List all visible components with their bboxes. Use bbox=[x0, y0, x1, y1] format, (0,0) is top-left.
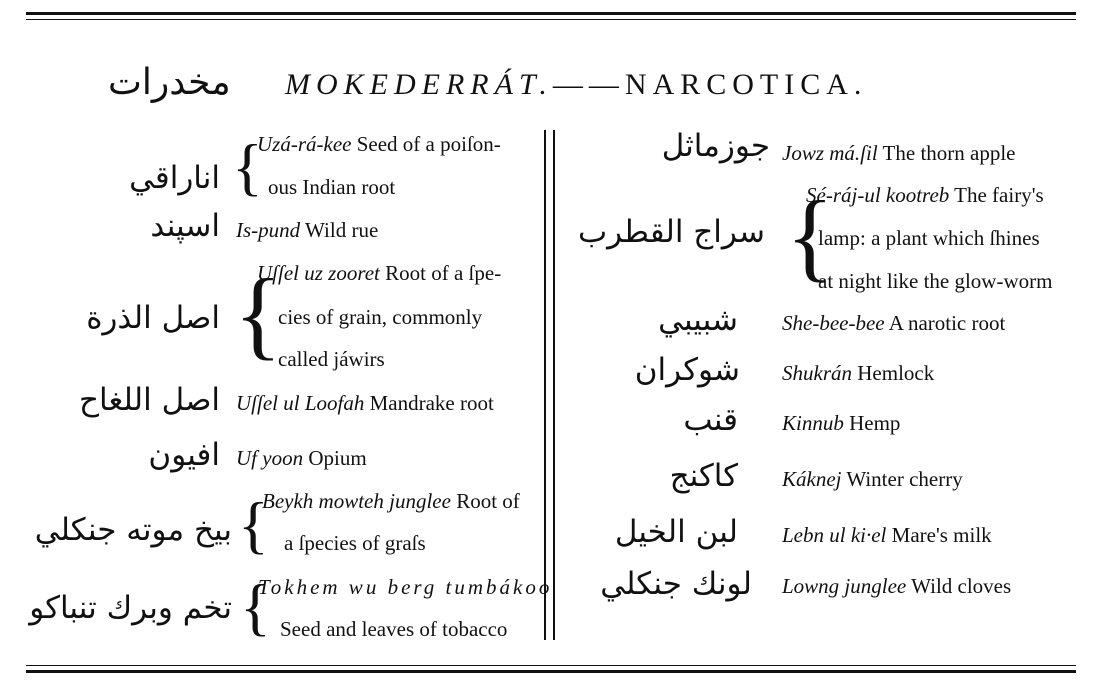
left-entry-text bbox=[257, 123, 501, 165]
right-entry-line: Winter cherry bbox=[846, 467, 963, 491]
right-entry-term: Lebn ul ki·el bbox=[782, 523, 887, 547]
left-entry-line: called jáwirs bbox=[278, 347, 385, 371]
left-entry-text bbox=[236, 437, 367, 479]
left-entry-line: Opium bbox=[308, 446, 367, 470]
top-rule-thin bbox=[26, 19, 1076, 20]
right-entry-text bbox=[782, 352, 934, 394]
left-entry-term: Uſſel uz zooret bbox=[257, 261, 380, 285]
left-entry-line: Mandrake root bbox=[369, 391, 494, 415]
brace-icon: { bbox=[234, 258, 282, 369]
left-entry-term: Beykh mowteh junglee bbox=[262, 489, 451, 513]
left-entry-line: ous Indian root bbox=[268, 175, 396, 199]
left-entry-text bbox=[262, 480, 520, 522]
title-arabic: مخدرات bbox=[108, 62, 231, 103]
title-latin bbox=[285, 68, 867, 102]
left-entry-line: Seed of a poiſon- bbox=[356, 132, 501, 156]
right-entry-line: The thorn apple bbox=[882, 141, 1016, 165]
right-entry-term: Kinnub bbox=[782, 411, 844, 435]
right-entry-text bbox=[782, 565, 1011, 607]
left-entry-arabic: اسپند bbox=[150, 208, 220, 244]
left-entry-line: a ſpecies of graſs bbox=[284, 531, 426, 555]
left-entry-arabic: تخم وبرك تنباكو bbox=[29, 590, 232, 626]
right-entry-text bbox=[818, 217, 1040, 259]
right-entry-arabic: شبيبي bbox=[658, 302, 738, 338]
left-entry-text bbox=[278, 296, 482, 338]
right-entry-term: She-bee-bee bbox=[782, 311, 885, 335]
left-entry-arabic: اصل الذرة bbox=[86, 300, 220, 336]
title-latin-roman: NARCOTICA. bbox=[624, 68, 868, 101]
left-entry-arabic: اناراقي bbox=[129, 160, 220, 196]
left-entry-arabic: بيخ موته جنكلي bbox=[34, 512, 232, 548]
left-entry-line: Seed and leaves of tobacco bbox=[280, 617, 508, 641]
left-entry-line: Root of a ſpe- bbox=[385, 261, 502, 285]
right-entry-text bbox=[818, 260, 1052, 302]
right-entry-line: Mare's milk bbox=[891, 523, 992, 547]
left-entry-term: Tokhem wu berg tumbákoo bbox=[258, 575, 553, 599]
right-entry-text bbox=[782, 514, 992, 556]
left-entry-line: Wild rue bbox=[305, 218, 379, 242]
right-entry-term: Lowng junglee bbox=[782, 574, 907, 598]
right-entry-line: The fairy's bbox=[954, 183, 1044, 207]
right-entry-text bbox=[782, 302, 1005, 344]
right-entry-arabic: سراج القطرب bbox=[577, 214, 765, 250]
brace-icon: { bbox=[238, 489, 269, 560]
right-entry-line: at night like the glow-worm bbox=[818, 269, 1053, 293]
right-entry-text bbox=[806, 174, 1044, 216]
left-entry-line: Root of bbox=[456, 489, 520, 513]
right-entry-line: Wild cloves bbox=[911, 574, 1012, 598]
right-entry-text bbox=[782, 402, 900, 444]
brace-icon: { bbox=[240, 571, 271, 642]
right-entry-line: lamp: a plant which ſhines bbox=[818, 226, 1040, 250]
right-entry-arabic: كاكنج bbox=[669, 458, 738, 494]
right-entry-arabic: شوكران bbox=[634, 352, 740, 388]
left-entry-text bbox=[236, 209, 378, 251]
left-entry-text bbox=[268, 166, 395, 208]
right-entry-term: Sé-ráj-ul kootreb bbox=[806, 183, 950, 207]
right-entry-text bbox=[782, 458, 963, 500]
bottom-rule bbox=[26, 670, 1076, 673]
brace-icon: { bbox=[786, 180, 834, 291]
right-entry-arabic: جوزماثل bbox=[661, 128, 770, 164]
right-entry-arabic: لونك جنكلي bbox=[600, 566, 752, 602]
column-divider bbox=[553, 130, 555, 640]
right-entry-arabic: قنب bbox=[683, 402, 738, 438]
left-entry-term: Uzá-rá-kee bbox=[257, 132, 352, 156]
left-entry-line: cies of grain, commonly bbox=[278, 305, 483, 329]
left-entry-term: Uſſel ul Loofah bbox=[236, 391, 365, 415]
left-entry-text bbox=[284, 522, 426, 564]
top-rule bbox=[26, 12, 1076, 15]
title-dash: —— bbox=[552, 68, 625, 101]
bottom-rule-thin bbox=[26, 665, 1076, 666]
title-latin-italic: MOKEDERRÁT. bbox=[285, 68, 553, 101]
column-divider bbox=[544, 130, 546, 640]
left-entry-term: Uf yoon bbox=[236, 446, 304, 470]
right-entry-line: Hemlock bbox=[857, 361, 935, 385]
right-entry-term: Káknej bbox=[782, 467, 842, 491]
left-entry-text bbox=[257, 252, 501, 294]
brace-icon: { bbox=[232, 131, 263, 202]
left-entry-text bbox=[258, 566, 552, 608]
left-entry-text bbox=[280, 608, 507, 650]
left-entry-text bbox=[236, 382, 494, 424]
right-entry-line: Hemp bbox=[849, 411, 901, 435]
page-title bbox=[0, 62, 1100, 112]
right-entry-text bbox=[782, 132, 1016, 174]
right-entry-line: A narotic root bbox=[888, 311, 1006, 335]
left-entry-text bbox=[278, 338, 385, 380]
left-entry-arabic: اصل اللغاح bbox=[79, 382, 220, 418]
right-entry-term: Jowz má.ſil bbox=[782, 141, 878, 165]
right-entry-arabic: لبن الخيل bbox=[614, 514, 738, 550]
left-entry-term: Is-pund bbox=[236, 218, 301, 242]
left-entry-arabic: افيون bbox=[148, 437, 220, 473]
right-entry-term: Shukrán bbox=[782, 361, 852, 385]
